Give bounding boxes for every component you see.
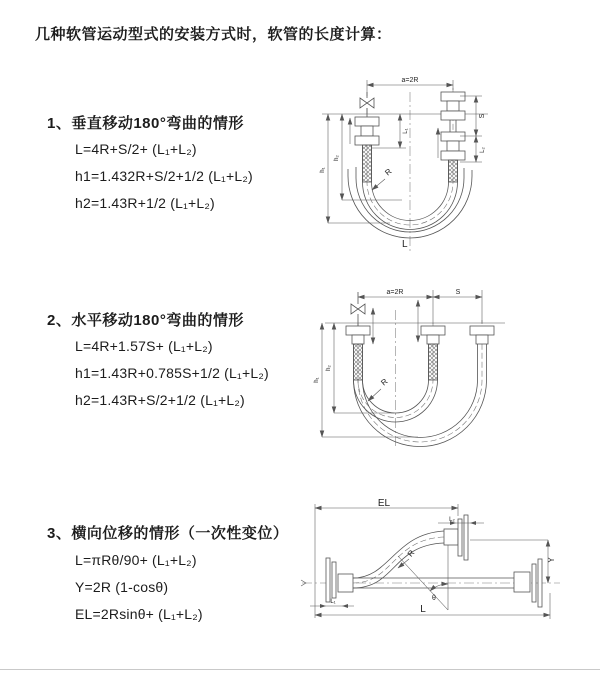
dim-label-y: Y [547, 557, 556, 563]
middle-pipe-fitting [421, 326, 445, 380]
dim-label-h1: h₁ [314, 377, 320, 383]
formula-line: Y=2R (1-cosθ) [75, 579, 169, 595]
formula-line: EL=2Rsinθ+ (L₁+L₂) [75, 606, 203, 622]
section-1-heading: 1、垂直移动180°弯曲的情形 [47, 115, 244, 132]
dim-label-l: L [402, 239, 408, 250]
dim-label-el: EL [377, 498, 391, 509]
dimension-lines [310, 504, 550, 619]
right-pipe-fitting [470, 326, 494, 344]
formula-line: L=4R+S/2+ (L₁+L₂) [75, 141, 197, 157]
formula-line: h2=1.43R+1/2 (L₁+L₂) [75, 195, 215, 211]
section-3-heading: 3、横向位移的情形（一次性变位） [47, 525, 289, 542]
diagram-horizontal-180-bend [310, 280, 600, 465]
dim-label-h1: h₁ [320, 167, 326, 173]
left-pipe-fitting [346, 326, 370, 380]
dim-label-h2: h₂ [334, 155, 340, 161]
section-3-formulas [75, 547, 203, 628]
dim-label-a2r: a=2R [386, 289, 404, 296]
dimension-lines [322, 290, 482, 437]
section-2-formulas [75, 333, 269, 414]
formula-line: L=πRθ/90+ (L₁+L₂) [75, 552, 197, 568]
dim-label-r: R [405, 548, 417, 559]
dim-label-l2: L₂ [480, 147, 486, 153]
page-bottom-rule [0, 669, 600, 670]
section-2-heading: 2、水平移动180°弯曲的情形 [47, 312, 244, 329]
diagram-lateral-displacement [298, 498, 600, 646]
left-pipe-fitting [355, 117, 379, 182]
dim-label-r: R [383, 166, 394, 178]
dimension-labels [320, 77, 486, 250]
page-title: 几种软管运动型式的安装方式时，软管的长度计算： [35, 26, 392, 43]
formula-line: h2=1.43R+S/2+1/2 (L₁+L₂) [75, 392, 245, 408]
dim-label-l2: L₂ [449, 517, 455, 523]
dim-label-r: R [379, 376, 390, 388]
dimension-labels [330, 498, 556, 615]
dim-label-theta: θ [432, 595, 436, 602]
dim-label-h2: h₂ [326, 365, 332, 371]
left-flange [326, 558, 353, 602]
formula-line: L=4R+1.57S+ (L₁+L₂) [75, 338, 213, 354]
section-1-formulas [75, 136, 253, 217]
formula-line: h1=1.432R+S/2+1/2 (L₁+L₂) [75, 168, 253, 184]
angle-construction [398, 545, 448, 610]
dim-label-a2r: a=2R [401, 77, 419, 84]
hose-bends [354, 344, 487, 447]
diagram-vertical-180-bend [310, 70, 580, 260]
formula-line: h1=1.43R+0.785S+1/2 (L₁+L₂) [75, 365, 269, 381]
dim-label-l1: L₁ [403, 128, 409, 134]
right-pipe-fitting [441, 92, 465, 182]
dim-label-s: S [479, 113, 486, 119]
dim-label-l1: L₁ [330, 599, 336, 605]
dim-label-s: S [455, 289, 461, 296]
dim-label-l: L [420, 604, 426, 615]
